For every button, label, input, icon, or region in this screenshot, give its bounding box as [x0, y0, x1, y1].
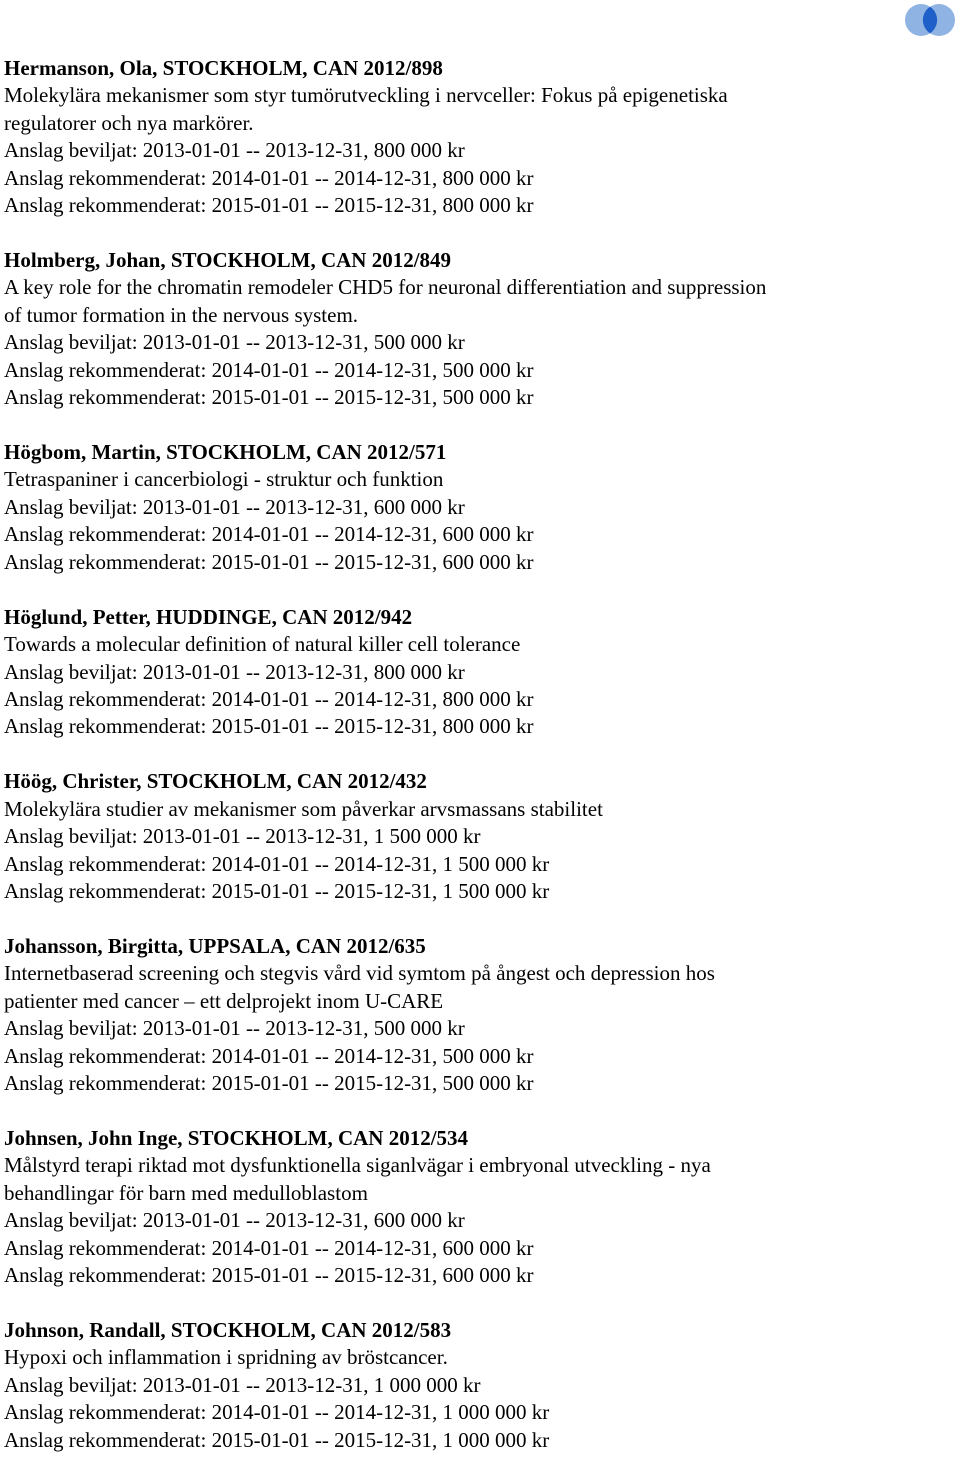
entry-heading: Johnsen, John Inge, STOCKHOLM, CAN 2012/534 [4, 1125, 469, 1150]
grant-recommended-line: Anslag rekommenderat: 2014-01-01 -- 2014-12-31, 500 000 kr [4, 357, 534, 382]
grant-approved-line: Anslag beviljat: 2013-01-01 -- 2013-12-31, 600 000 kr [4, 494, 465, 519]
entry-heading: Högbom, Martin, STOCKHOLM, CAN 2012/571 [4, 440, 447, 465]
project-title-line: Molekylära mekanismer som styr tumörutveckling i nervceller: Fokus på epigenetiska [4, 83, 728, 108]
project-title-line: Internetbaserad screening och stegvis vård vid symtom på ångest och depression hos [4, 961, 715, 986]
project-title-line: Towards a molecular definition of natural killer cell tolerance [4, 632, 521, 657]
project-title-line: regulatorer och nya markörer. [4, 110, 254, 135]
grant-approved-line: Anslag beviljat: 2013-01-01 -- 2013-12-31, 500 000 kr [4, 330, 465, 355]
project-title-line: patienter med cancer – ett delprojekt inom U-CARE [4, 988, 444, 1013]
grant-recommended-line: Anslag rekommenderat: 2015-01-01 -- 2015-12-31, 1 000 000 kr [4, 1427, 550, 1452]
entry-heading: Johnson, Randall, STOCKHOLM, CAN 2012/583 [4, 1318, 452, 1342]
logo-icon [902, 2, 958, 38]
grant-approved-line: Anslag beviljat: 2013-01-01 -- 2013-12-31, 600 000 kr [4, 1208, 465, 1233]
grant-recommended-line: Anslag rekommenderat: 2015-01-01 -- 2015-12-31, 500 000 kr [4, 385, 534, 410]
grant-approved-line: Anslag beviljat: 2013-01-01 -- 2013-12-31, 800 000 kr [4, 138, 465, 163]
grant-recommended-line: Anslag rekommenderat: 2014-01-01 -- 2014-12-31, 1 000 000 kr [4, 1400, 550, 1425]
grant-approved-line: Anslag beviljat: 2013-01-01 -- 2013-12-31, 1 000 000 kr [4, 1372, 481, 1397]
project-title-line: Målstyrd terapi riktad mot dysfunktionella siganlvägar i embryonal utveckling - nya [4, 1153, 711, 1178]
project-title-line: A key role for the chromatin remodeler CHD5 for neuronal differentiation and suppression [4, 275, 767, 300]
grant-approved-line: Anslag beviljat: 2013-01-01 -- 2013-12-31, 800 000 kr [4, 659, 465, 684]
project-title-line: Molekylära studier av mekanismer som påverkar arvsmassans stabilitet [4, 796, 603, 821]
grant-recommended-line: Anslag rekommenderat: 2015-01-01 -- 2015-12-31, 500 000 kr [4, 1070, 534, 1095]
grant-entry [4, 604, 954, 741]
entry-heading: Höglund, Petter, HUDDINGE, CAN 2012/942 [4, 604, 413, 629]
grant-recommended-line: Anslag rekommenderat: 2015-01-01 -- 2015-12-31, 600 000 kr [4, 1263, 534, 1287]
grant-approved-line: Anslag beviljat: 2013-01-01 -- 2013-12-31, 500 000 kr [4, 1016, 465, 1041]
grant-entry [4, 1317, 954, 1454]
grant-recommended-line: Anslag rekommenderat: 2015-01-01 -- 2015-12-31, 800 000 kr [4, 193, 534, 218]
grant-recommended-line: Anslag rekommenderat: 2014-01-01 -- 2014-12-31, 800 000 kr [4, 165, 534, 190]
entry-heading: Holmberg, Johan, STOCKHOLM, CAN 2012/849 [4, 248, 452, 273]
grant-recommended-line: Anslag rekommenderat: 2015-01-01 -- 2015-12-31, 800 000 kr [4, 714, 534, 739]
grant-entry [4, 768, 954, 905]
entry-heading: Höög, Christer, STOCKHOLM, CAN 2012/432 [4, 769, 427, 794]
grant-entry [4, 933, 954, 1097]
grant-recommended-line: Anslag rekommenderat: 2014-01-01 -- 2014-12-31, 500 000 kr [4, 1043, 534, 1068]
grant-recommended-line: Anslag rekommenderat: 2014-01-01 -- 2014-12-31, 800 000 kr [4, 686, 534, 711]
grant-entry [4, 247, 954, 411]
grant-recommended-line: Anslag rekommenderat: 2015-01-01 -- 2015-12-31, 1 500 000 kr [4, 878, 550, 903]
project-title-line: Hypoxi och inflammation i spridning av bröstcancer. [4, 1345, 448, 1370]
entry-heading: Hermanson, Ola, STOCKHOLM, CAN 2012/898 [4, 56, 443, 80]
grant-entry [4, 439, 954, 576]
grant-entry [4, 1125, 954, 1289]
grant-recommended-line: Anslag rekommenderat: 2014-01-01 -- 2014-12-31, 600 000 kr [4, 522, 534, 547]
project-title-line: Tetraspaniner i cancerbiologi - struktur och funktion [4, 467, 444, 492]
grant-list [4, 55, 954, 1482]
entry-heading: Johansson, Birgitta, UPPSALA, CAN 2012/635 [4, 933, 426, 958]
grant-entry [4, 55, 954, 219]
project-title-line: of tumor formation in the nervous system. [4, 302, 359, 327]
grant-recommended-line: Anslag rekommenderat: 2014-01-01 -- 2014-12-31, 600 000 kr [4, 1235, 534, 1260]
grant-approved-line: Anslag beviljat: 2013-01-01 -- 2013-12-31, 1 500 000 kr [4, 824, 481, 849]
grant-recommended-line: Anslag rekommenderat: 2015-01-01 -- 2015-12-31, 600 000 kr [4, 549, 534, 574]
grant-recommended-line: Anslag rekommenderat: 2014-01-01 -- 2014-12-31, 1 500 000 kr [4, 851, 550, 876]
project-title-line: behandlingar för barn med medulloblastom [4, 1180, 368, 1205]
